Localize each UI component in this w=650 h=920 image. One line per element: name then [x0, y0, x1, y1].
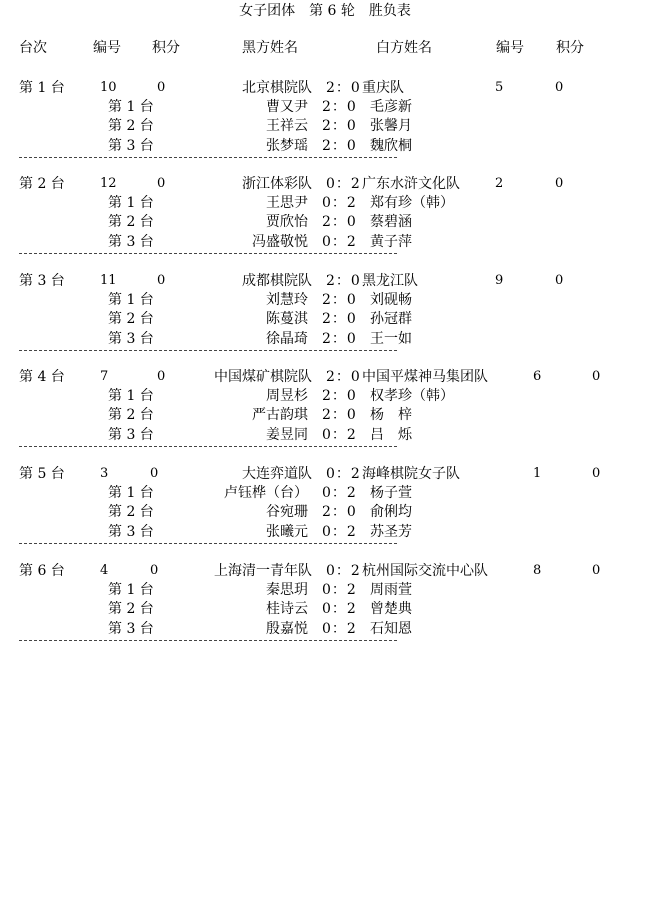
black-team-number: 7: [100, 369, 109, 384]
game-board: 第 3 台: [108, 331, 154, 347]
game-black-player: 殷嘉悦: [266, 621, 308, 637]
game-board: 第 1 台: [108, 388, 154, 404]
separator-line: [19, 253, 397, 254]
black-team-name: 大连弈道队: [242, 466, 312, 482]
game-black-player: 王祥云: [266, 118, 308, 134]
separator-line: [19, 640, 397, 641]
white-team-points: 0: [555, 176, 564, 191]
game-black-player: 严古韵琪: [252, 407, 308, 423]
game-score: 0：2: [322, 485, 357, 501]
game-board: 第 3 台: [108, 234, 154, 250]
game-white-player: 曾楚典: [370, 601, 412, 617]
white-team-number: 2: [495, 176, 504, 191]
black-team-number: 10: [100, 80, 117, 95]
game-board: 第 3 台: [108, 524, 154, 540]
game-score: 2：0: [322, 138, 357, 154]
game-white-player: 周雨萱: [370, 582, 412, 598]
separator-line: [19, 157, 397, 158]
black-team-points: 0: [150, 563, 159, 578]
black-team-points: 0: [157, 80, 166, 95]
game-black-player: 卢钰桦（台）: [224, 485, 308, 501]
game-black-player: 秦思玥: [266, 582, 308, 598]
white-team-name: 黑龙江队: [362, 273, 418, 289]
black-team-points: 0: [157, 273, 166, 288]
game-score: 2：0: [322, 214, 357, 230]
game-board: 第 1 台: [108, 485, 154, 501]
black-team-name: 上海清一青年队: [214, 563, 312, 579]
match-block: [0, 177, 650, 273]
team-score: 2：0: [326, 369, 361, 385]
table-label: 第 3 台: [19, 273, 65, 289]
black-team-name: 北京棋院队: [242, 80, 312, 96]
white-team-number: 1: [533, 466, 542, 481]
game-board: 第 1 台: [108, 582, 154, 598]
game-white-player: 杨 梓: [370, 407, 412, 423]
game-black-player: 周昱杉: [266, 388, 308, 404]
game-black-player: 姜昱同: [266, 427, 308, 443]
game-board: 第 2 台: [108, 504, 154, 520]
black-team-name: 成都棋院队: [242, 273, 312, 289]
white-team-name: 广东水浒文化队: [362, 176, 460, 192]
game-black-player: 桂诗云: [266, 601, 308, 617]
white-team-number: 8: [533, 563, 542, 578]
game-white-player: 蔡碧涵: [370, 214, 412, 230]
game-white-player: 杨子萱: [370, 485, 412, 501]
black-team-number: 11: [100, 273, 117, 288]
game-board: 第 2 台: [108, 118, 154, 134]
white-team-points: 0: [592, 369, 601, 384]
game-white-player: 魏欣桐: [370, 138, 412, 154]
table-label: 第 2 台: [19, 176, 65, 192]
game-white-player: 石知恩: [370, 621, 412, 637]
game-black-player: 陈蔓淇: [266, 311, 308, 327]
game-board: 第 2 台: [108, 601, 154, 617]
team-score: 2：0: [326, 273, 361, 289]
black-team-number: 12: [100, 176, 117, 191]
game-white-player: 俞俐均: [370, 504, 412, 520]
game-black-player: 张曦元: [266, 524, 308, 540]
match-block: [0, 370, 650, 466]
game-board: 第 3 台: [108, 427, 154, 443]
match-block: [0, 564, 650, 660]
game-score: 0：2: [322, 601, 357, 617]
black-team-points: 0: [150, 466, 159, 481]
game-board: 第 1 台: [108, 292, 154, 308]
page-title: 女子团体 第 6 轮 胜负表: [239, 3, 411, 19]
team-score: 2：0: [326, 80, 361, 96]
game-score: 2：0: [322, 311, 357, 327]
game-score: 0：2: [322, 524, 357, 540]
separator-line: [19, 350, 397, 351]
game-board: 第 1 台: [108, 195, 154, 211]
team-score: 0：2: [326, 563, 361, 579]
game-black-player: 曹又尹: [266, 99, 308, 115]
game-white-player: 孙冠群: [370, 311, 412, 327]
game-black-player: 王思尹: [266, 195, 308, 211]
game-board: 第 2 台: [108, 214, 154, 230]
game-board: 第 3 台: [108, 138, 154, 154]
table-label: 第 1 台: [19, 80, 65, 96]
white-team-points: 0: [555, 273, 564, 288]
game-score: 0：2: [322, 195, 357, 211]
header-board: 台次: [19, 40, 47, 56]
white-team-points: 0: [555, 80, 564, 95]
white-team-points: 0: [592, 466, 601, 481]
game-white-player: 权孝珍（韩）: [370, 388, 454, 404]
game-score: 2：0: [322, 331, 357, 347]
game-score: 2：0: [322, 407, 357, 423]
match-block: [0, 81, 650, 177]
white-team-name: 海峰棋院女子队: [362, 466, 460, 482]
black-team-points: 0: [157, 176, 166, 191]
team-score: 0：2: [326, 466, 361, 482]
game-board: 第 3 台: [108, 621, 154, 637]
header-pts-white: 积分: [556, 40, 584, 56]
game-board: 第 2 台: [108, 407, 154, 423]
game-board: 第 1 台: [108, 99, 154, 115]
table-label: 第 6 台: [19, 563, 65, 579]
game-score: 0：2: [322, 582, 357, 598]
game-board: 第 2 台: [108, 311, 154, 327]
black-team-name: 浙江体彩队: [242, 176, 312, 192]
separator-line: [19, 543, 397, 544]
game-score: 2：0: [322, 388, 357, 404]
game-black-player: 刘慧玲: [266, 292, 308, 308]
game-white-player: 苏圣芳: [370, 524, 412, 540]
game-score: 2：0: [322, 504, 357, 520]
game-black-player: 徐晶琦: [266, 331, 308, 347]
game-black-player: 冯盛敬悦: [252, 234, 308, 250]
header-black-name: 黑方姓名: [242, 40, 298, 56]
game-black-player: 贾欣怡: [266, 214, 308, 230]
table-label: 第 5 台: [19, 466, 65, 482]
game-score: 0：2: [322, 621, 357, 637]
game-black-player: 张梦瑶: [266, 138, 308, 154]
table-label: 第 4 台: [19, 369, 65, 385]
game-white-player: 刘砚畅: [370, 292, 412, 308]
game-white-player: 毛彦新: [370, 99, 412, 115]
white-team-number: 9: [495, 273, 504, 288]
game-white-player: 黄子萍: [370, 234, 412, 250]
header-no-black: 编号: [93, 40, 121, 56]
white-team-number: 5: [495, 80, 504, 95]
white-team-points: 0: [592, 563, 601, 578]
game-black-player: 谷宛珊: [266, 504, 308, 520]
white-team-name: 重庆队: [362, 80, 404, 96]
black-team-number: 4: [100, 563, 109, 578]
white-team-number: 6: [533, 369, 542, 384]
team-score: 0：2: [326, 176, 361, 192]
separator-line: [19, 446, 397, 447]
header-no-white: 编号: [496, 40, 524, 56]
black-team-number: 3: [100, 466, 109, 481]
header-white-name: 白方姓名: [376, 40, 432, 56]
white-team-name: 杭州国际交流中心队: [362, 563, 488, 579]
game-white-player: 吕 烁: [370, 427, 412, 443]
game-score: 2：0: [322, 99, 357, 115]
white-team-name: 中国平煤神马集团队: [362, 369, 488, 385]
game-white-player: 王一如: [370, 331, 412, 347]
game-score: 2：0: [322, 118, 357, 134]
game-white-player: 郑有珍（韩）: [370, 195, 454, 211]
header-pts-black: 积分: [152, 40, 180, 56]
match-block: [0, 467, 650, 563]
black-team-points: 0: [157, 369, 166, 384]
game-white-player: 张馨月: [370, 118, 412, 134]
game-score: 0：2: [322, 427, 357, 443]
game-score: 0：2: [322, 234, 357, 250]
black-team-name: 中国煤矿棋院队: [214, 369, 312, 385]
match-block: [0, 274, 650, 370]
game-score: 2：0: [322, 292, 357, 308]
